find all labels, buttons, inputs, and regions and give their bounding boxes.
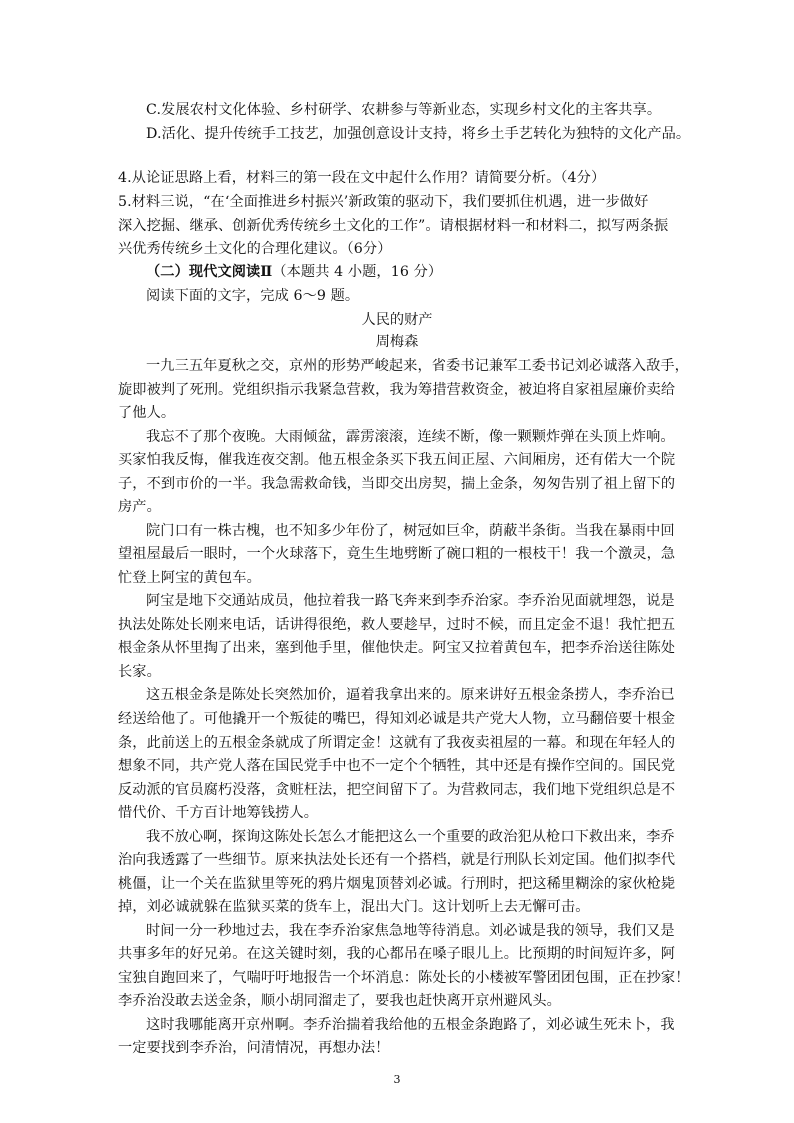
article-title: 人民的财产 xyxy=(361,312,433,328)
question-5-line-1: 5.材料三说，“在‘全面推进乡村振兴’新政策的驱动下，我们要抓住机遇，进一步做好 xyxy=(118,194,649,210)
paragraph-line: 旋即被判了死刑。党组织指示我紧急营救，我为筹措营救资金，被迫将自家祖屋廉价卖给 xyxy=(118,382,676,398)
paragraph-line: 根金条从怀里掏了出来，塞到他手里，催他快走。阿宝又拉着黄包车，把李乔治送往陈处 xyxy=(118,640,676,656)
paragraph-line: 望祖屋最后一眼时，一个火球落下，竟生生地劈断了碗口粗的一根枝干！我一个激灵，急 xyxy=(118,546,676,562)
paragraph-line: 子，不到市价的一半。我急需救命钱，当即交出房契，揣上金条，匆匆告别了祖上留下的 xyxy=(118,476,676,492)
paragraph-line: 院门口有一株古槐，也不知多少年份了，树冠如巨伞，荫蔽半条街。当我在暴雨中回 xyxy=(146,523,675,539)
section-heading-note: （本题共 4 小题，16 分） xyxy=(272,264,443,280)
page-number: 3 xyxy=(393,1073,401,1086)
paragraph-line: 想象不同，共产党人落在国民党手中也不一定个个牺牲，其中还是有操作空间的。国民党 xyxy=(118,758,676,774)
section-instruction: 阅读下面的文字，完成 6～9 题。 xyxy=(146,288,360,304)
paragraph-line: 买家怕我反悔，催我连夜交割。他五根金条买下我五间正屋、六间厢房，还有偌大一个院 xyxy=(118,452,676,468)
paragraph-line: 掉，刘必诚就躲在监狱买菜的货车上，混出大门。这计划听上去无懈可击。 xyxy=(118,899,590,915)
paragraph-line: 这时我哪能离开京州啊。李乔治揣着我给他的五根金条跑路了，刘必诚生死未卜，我 xyxy=(146,1017,675,1033)
paragraph-line: 了他人。 xyxy=(118,405,176,421)
paragraph-line: 惜代价、千方百计地筹钱捞人。 xyxy=(118,805,319,821)
option-d: D.活化、提升传统手工技艺，加强创意设计支持，将乡土手艺转化为独特的文化产品。 xyxy=(146,126,691,142)
paragraph-line: 桃僵，让一个关在监狱里等死的鸦片烟鬼顶替刘必诚。行刑时，把这稀里糊涂的家伙枪毙 xyxy=(118,876,676,892)
question-5-line-2: 深入挖掘、继承、创新优秀传统乡土文化的工作”。请根据材料一和材料二，拟写两条振 xyxy=(118,218,669,234)
question-4: 4.从论证思路上看，材料三的第一段在文中起什么作用？请简要分析。（4分） xyxy=(118,170,606,186)
article-author: 周梅森 xyxy=(375,334,419,350)
paragraph-line: 共事多年的好兄弟。在这关键时刻，我的心都吊在嗓子眼儿上。比预期的时间短许多，阿 xyxy=(118,946,676,962)
option-c: C.发展农村文化体验、乡村研学、农耕参与等新业态，实现乡村文化的主客共享。 xyxy=(146,102,662,118)
paragraph-line: 我不放心啊，探询这陈处长怎么才能把这么一个重要的政治犯从枪口下救出来，李乔 xyxy=(146,829,675,845)
paragraph-line: 治向我透露了一些细节。原来执法处长还有一个搭档，就是行刑队长刘定国。他们拟李代 xyxy=(118,852,676,868)
paragraph-line: 我忘不了那个夜晚。大雨倾盆，霹雳滚滚，连续不断，像一颗颗炸弹在头顶上炸响。 xyxy=(146,429,675,445)
paragraph-line: 房产。 xyxy=(118,499,161,515)
paragraph-line: 时间一分一秒地过去，我在李乔治家焦急地等待消息。刘必诚是我的领导，我们又是 xyxy=(146,923,675,939)
paragraph-line: 忙登上阿宝的黄包车。 xyxy=(118,570,261,586)
paragraph-line: 执法处陈处长刚来电话，话讲得很绝，救人要趁早，过时不候，而且定金不退！我忙把五 xyxy=(118,617,676,633)
paragraph-line: 条，此前送上的五根金条就成了所谓定金！这就有了我夜卖祖屋的一幕。和现在年轻人的 xyxy=(118,735,676,751)
question-5-line-3: 兴优秀传统乡土文化的合理化建议。（6分） xyxy=(118,241,392,257)
paragraph-line: 长家。 xyxy=(118,664,161,680)
paragraph-line: 经送给他了。可他撬开一个叛徒的嘴巴，得知刘必诚是共产党大人物，立马翻倍要十根金 xyxy=(118,711,676,727)
paragraph-line: 宝独自跑回来了，气喘吁吁地报告一个坏消息：陈处长的小楼被军警团团包围，正在抄家！ xyxy=(118,970,690,986)
paragraph-line: 反动派的官员腐朽没落，贪赃枉法，把空间留下了。为营救同志，我们地下党组织总是不 xyxy=(118,782,676,798)
section-heading-title: （二）现代文阅读Ⅱ xyxy=(146,264,273,280)
paragraph-line: 李乔治没敢去送金条，顺小胡同溜走了，要我也赶快离开京州避风头。 xyxy=(118,993,561,1009)
paragraph-line: 阿宝是地下交通站成员，他拉着我一路飞奔来到李乔治家。李乔治见面就埋怨，说是 xyxy=(146,593,675,609)
section-heading xyxy=(146,262,442,282)
paragraph-line: 一定要找到李乔治，问清情况，再想办法！ xyxy=(118,1040,390,1056)
paragraph-line: 一九三五年夏秋之交，京州的形势严峻起来，省委书记兼军工委书记刘必诚落入敌手， xyxy=(146,358,689,374)
paragraph-line: 这五根金条是陈处长突然加价，逼着我拿出来的。原来讲好五根金条捞人，李乔治已 xyxy=(146,687,675,703)
